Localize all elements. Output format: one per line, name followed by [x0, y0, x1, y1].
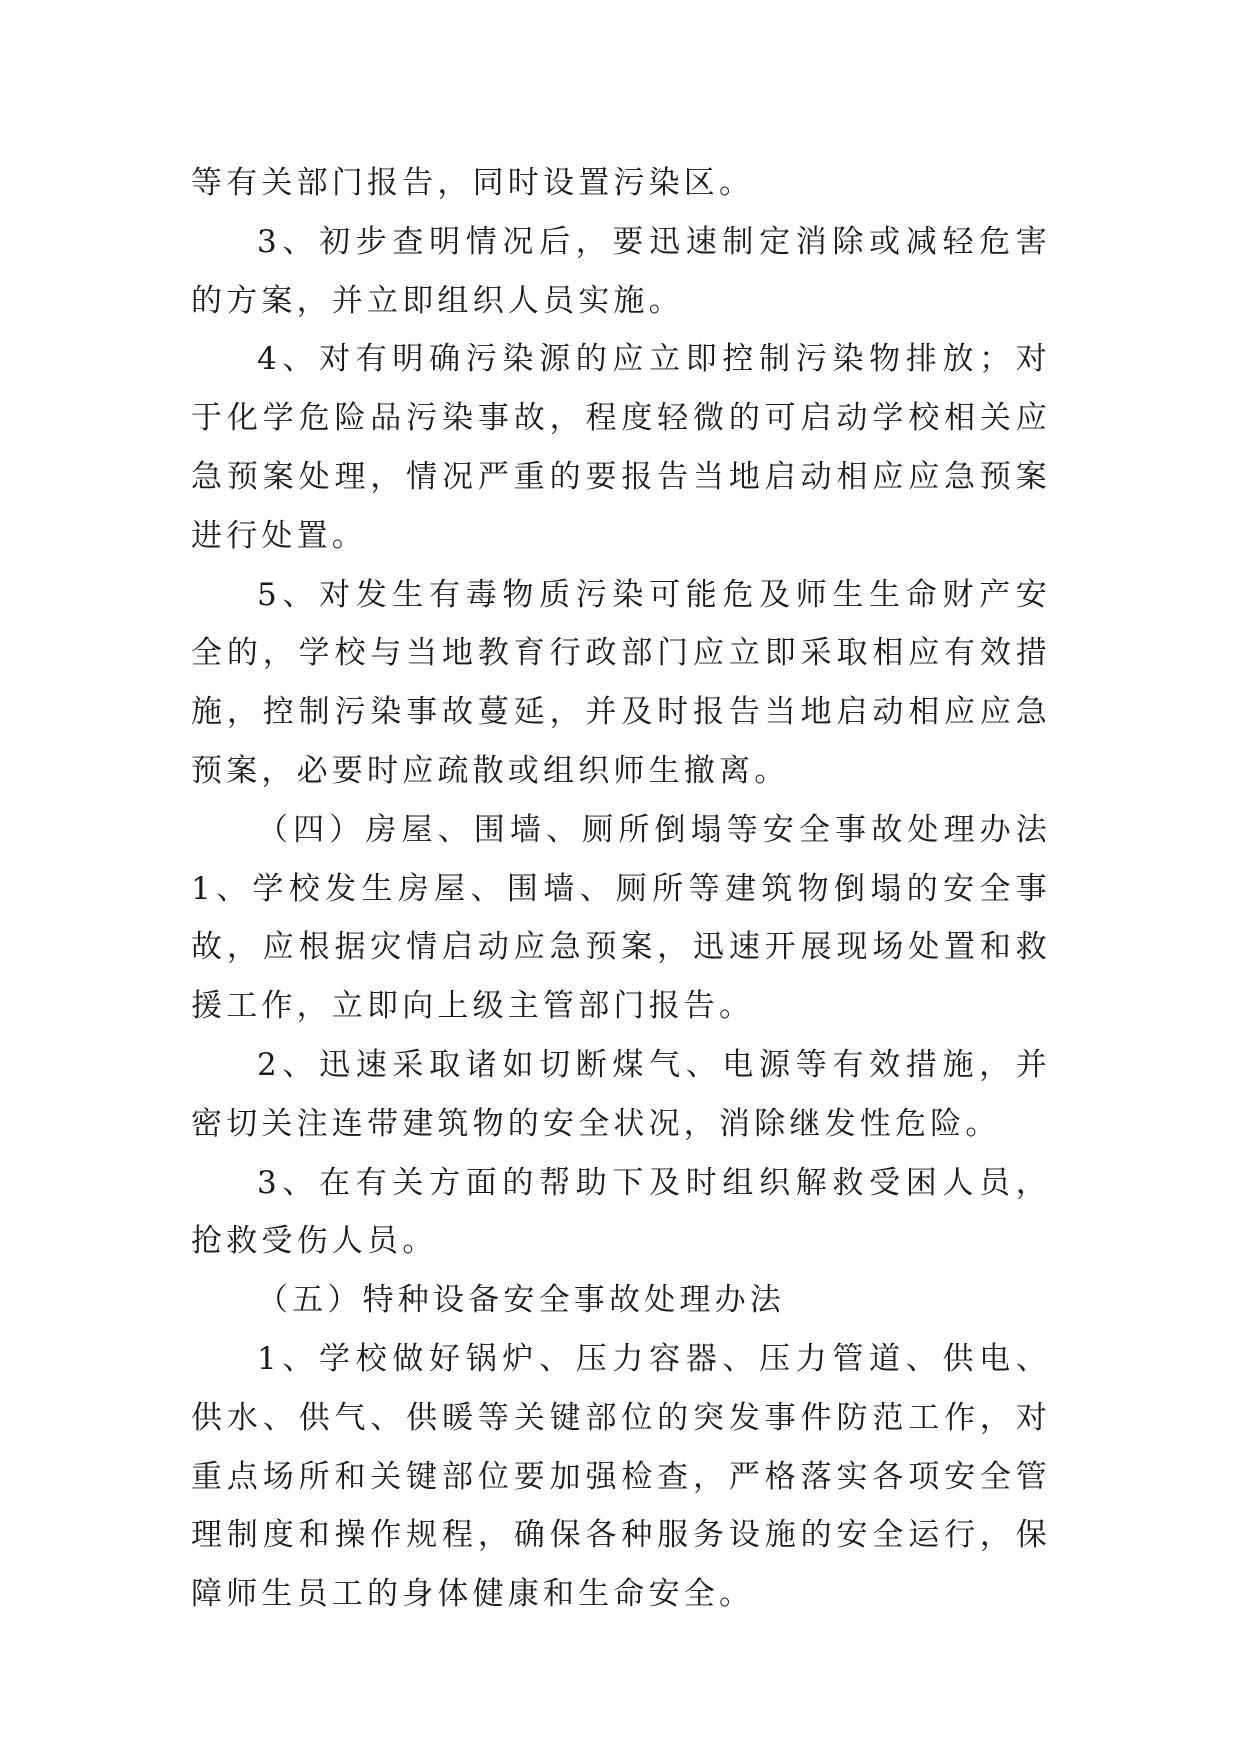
paragraph-item-5: 5、对发生有毒物质污染可能危及师生生命财产安全的，学校与当地教育行政部门应立即采取相应有效措施，控制污染事故蔓延，并及时报告当地启动相应应急预案，必要时应疏散或组织师生撤离。 — [191, 576, 1051, 789]
paragraph-item-2: 2、迅速采取诸如切断煤气、电源等有效措施，并密切关注连带建筑物的安全状况，消除继发性危险。 — [191, 1046, 1051, 1142]
paragraph-continuation: 等有关部门报告，同时设置污染区。 — [191, 165, 755, 201]
document-body — [191, 154, 1051, 1624]
paragraph-item-3-rescue: 3、在有关方面的帮助下及时组织解救受困人员，抢救受伤人员。 — [191, 1164, 1051, 1260]
paragraph-item-3: 3、初步查明情况后，要迅速制定消除或减轻危害的方案，并立即组织人员实施。 — [191, 223, 1051, 319]
paragraph-item-4: 4、对有明确污染源的应立即控制污染物排放；对于化学危险品污染事故，程度轻微的可启动学校相关应急预案处理，情况严重的要报告当地启动相应应急预案进行处置。 — [191, 341, 1051, 554]
section-heading-building-collapse: （四）房屋、围墙、厕所倒塌等安全事故处理办法 1、学校发生房屋、围墙、厕所等建筑物倒塌的安全事故，应根据灾情启动应急预案，迅速开展现场处置和救援工作，立即向上级主管部门报告。 — [191, 811, 1051, 1025]
paragraph-item-1-equipment: 1、学校做好锅炉、压力容器、压力管道、供电、供水、供气、供暖等关键部位的突发事件防范工作，对重点场所和关键部位要加强检查，严格落实各项安全管理制度和操作规程，确保各种服务设施的安全运行，保障师生员工的身体健康和生命安全。 — [191, 1340, 1051, 1613]
section-heading-special-equipment: （五）特种设备安全事故处理办法 — [257, 1282, 785, 1319]
